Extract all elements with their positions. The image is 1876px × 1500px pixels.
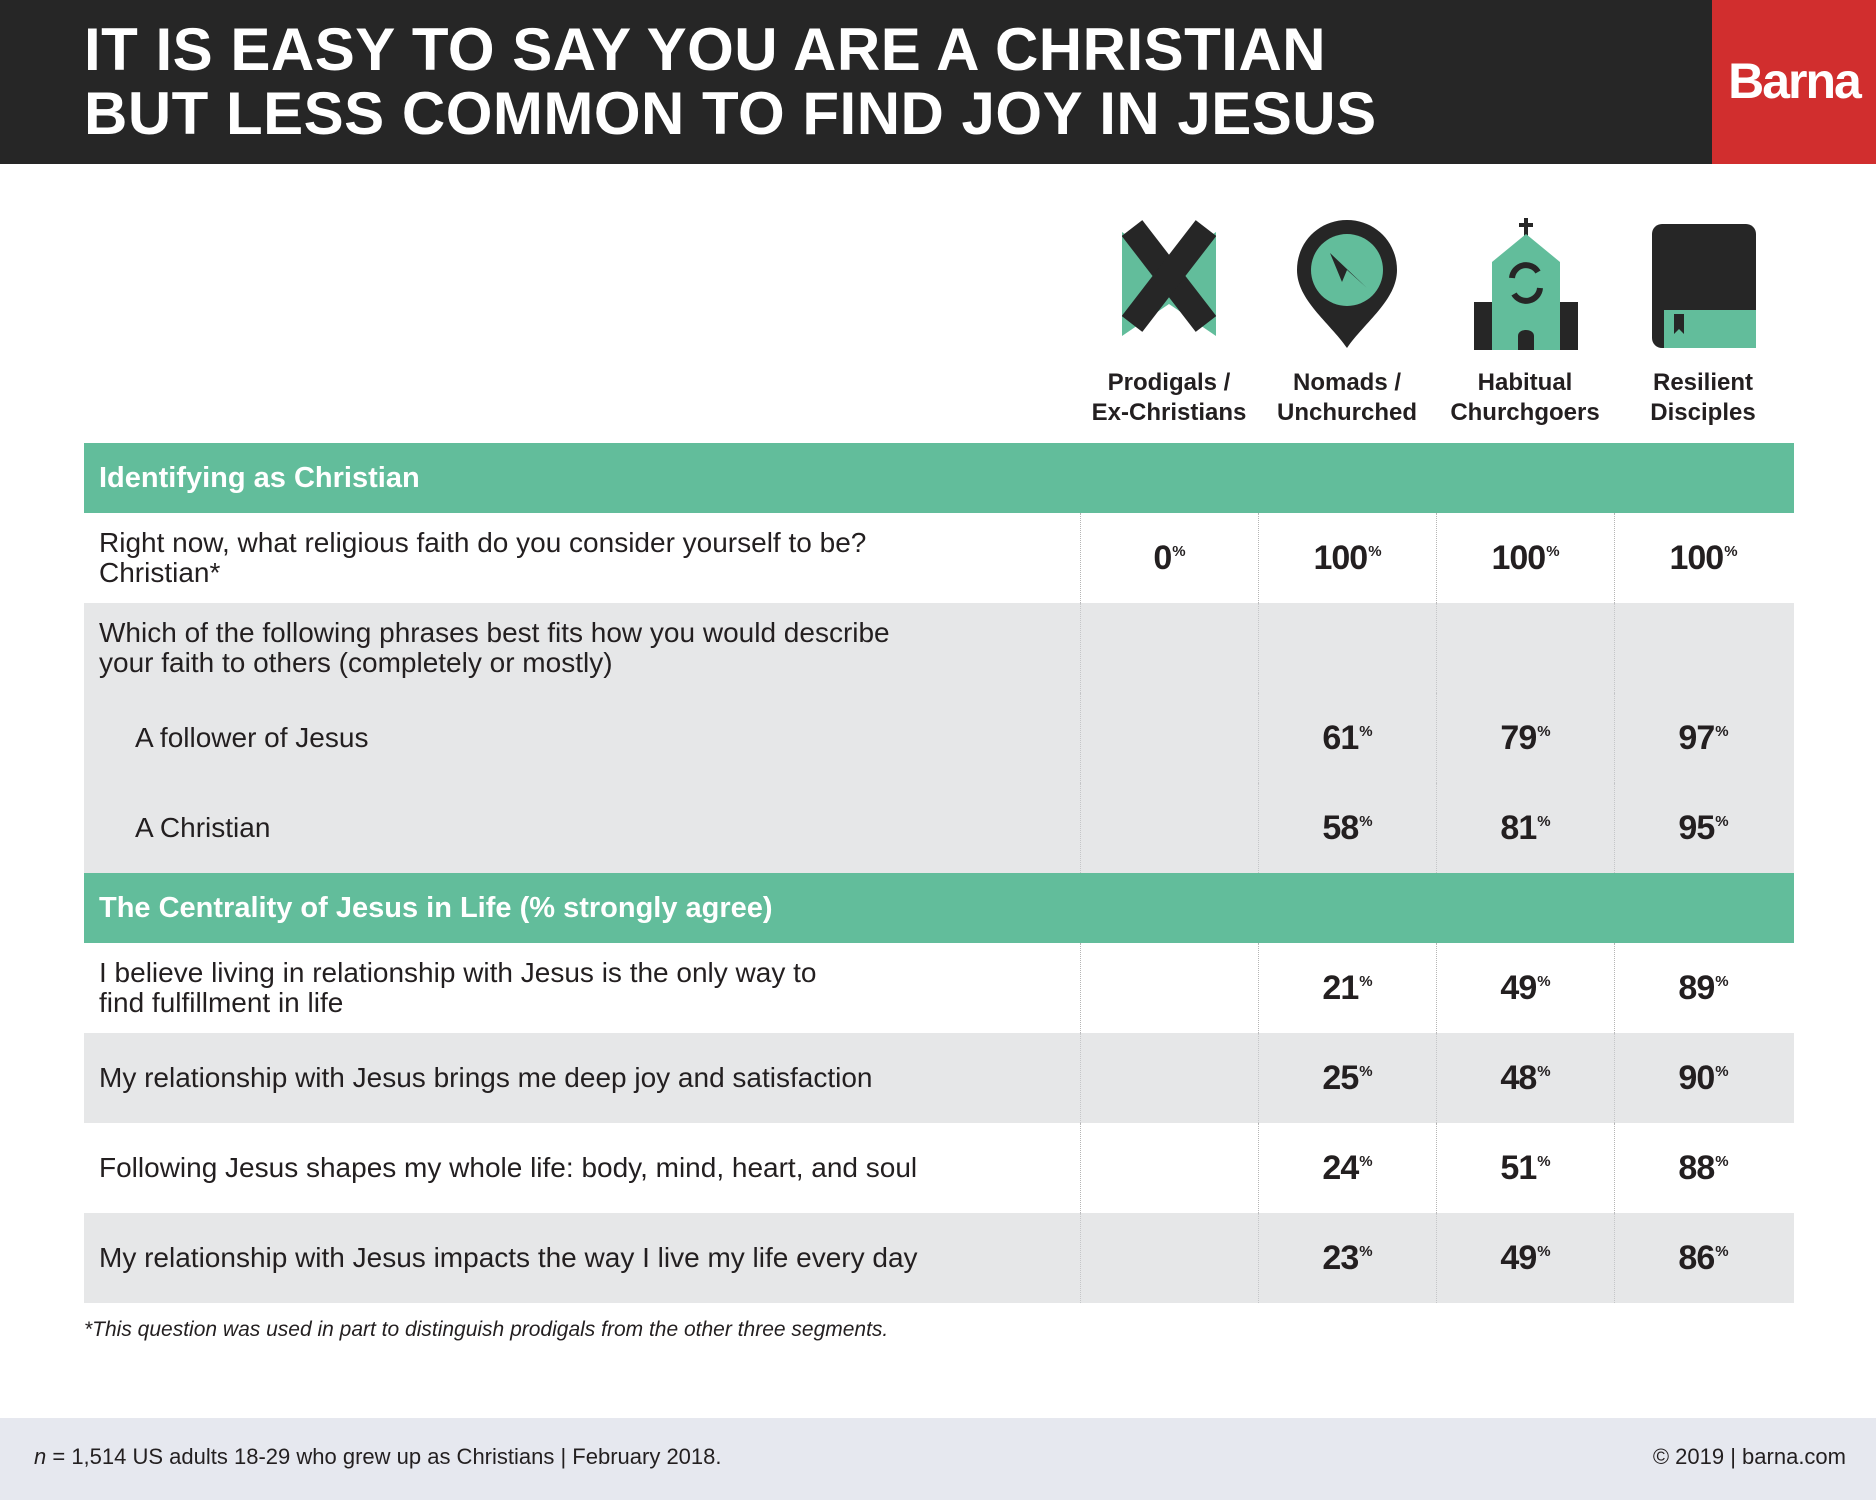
value-cell <box>1436 783 1614 873</box>
value-cell <box>1080 513 1258 603</box>
value-number: 48 <box>1500 1058 1537 1097</box>
row-label-line: Right now, what religious faith do you consider yourself to be? <box>99 527 867 558</box>
segment-label-nomads: Nomads / Unchurched <box>1276 369 1417 426</box>
value-number: 51 <box>1500 1148 1537 1187</box>
value-cell <box>1436 1123 1614 1213</box>
row-label-line: My relationship with Jesus impacts the way I live my life every day <box>99 1242 918 1273</box>
n-label: n <box>34 1444 47 1469</box>
value-cell <box>1614 1123 1792 1213</box>
value-cell <box>1614 693 1792 783</box>
header-banner <box>0 0 1876 164</box>
percent-sign: % <box>1359 812 1372 830</box>
table-row <box>84 513 1794 603</box>
value-number: 90 <box>1678 1058 1715 1097</box>
data-table <box>84 443 1794 1303</box>
value-cell <box>1436 943 1614 1033</box>
value-cell <box>1436 603 1614 693</box>
value-cell <box>1258 513 1436 603</box>
row-label-line: My relationship with Jesus brings me deep joy and satisfaction <box>99 1062 873 1093</box>
row-label-line: Which of the following phrases best fits how you would describe <box>99 617 890 648</box>
value-number: 79 <box>1500 718 1537 757</box>
value-number: 86 <box>1678 1238 1715 1277</box>
value-number: 25 <box>1322 1058 1359 1097</box>
percent-sign: % <box>1537 1152 1550 1170</box>
value-number: 49 <box>1500 968 1537 1007</box>
value-cell <box>1436 1213 1614 1303</box>
percent-sign: % <box>1546 542 1559 560</box>
table-row <box>84 1123 1794 1213</box>
percent-sign: % <box>1537 972 1550 990</box>
value-cell <box>1080 603 1258 693</box>
value-number: 89 <box>1678 968 1715 1007</box>
value-cell <box>1614 513 1792 603</box>
row-label <box>99 603 1074 693</box>
percent-sign: % <box>1359 722 1372 740</box>
value-cell <box>1258 1123 1436 1213</box>
percent-sign: % <box>1172 542 1185 560</box>
value-number: 100 <box>1313 538 1368 577</box>
value-cell <box>1614 603 1792 693</box>
church-icon <box>1451 218 1601 358</box>
page-title <box>84 18 1644 146</box>
value-number: 100 <box>1669 538 1724 577</box>
row-label-line: Christian* <box>99 557 221 588</box>
percent-sign: % <box>1368 542 1381 560</box>
percent-sign: % <box>1537 1242 1550 1260</box>
value-number: 61 <box>1322 718 1359 757</box>
percent-sign: % <box>1715 972 1728 990</box>
percent-sign: % <box>1715 722 1728 740</box>
section-header: The Centrality of Jesus in Life (% strongly agree) <box>84 873 1794 943</box>
value-cell <box>1258 1033 1436 1123</box>
value-cell <box>1258 943 1436 1033</box>
row-label-line: I believe living in relationship with Jesus is the only way to <box>99 957 817 988</box>
sample-text: = 1,514 US adults 18-29 who grew up as Christians | February 2018. <box>46 1444 722 1469</box>
value-number: 95 <box>1678 808 1715 847</box>
row-label <box>135 783 1110 873</box>
title-line-2: BUT LESS COMMON TO FIND JOY IN JESUS <box>84 80 1377 147</box>
value-cell <box>1080 1123 1258 1213</box>
value-number: 100 <box>1491 538 1546 577</box>
value-number: 97 <box>1678 718 1715 757</box>
row-label <box>99 1033 1074 1123</box>
table-row <box>84 1213 1794 1303</box>
x-icon <box>1094 218 1244 358</box>
table-row <box>84 693 1794 783</box>
value-cell <box>1258 1213 1436 1303</box>
percent-sign: % <box>1537 722 1550 740</box>
row-label-line: Following Jesus shapes my whole life: body, mind, heart, and soul <box>99 1152 918 1183</box>
segment-label-resilient: Resilient Disciples <box>1650 369 1756 426</box>
table-row <box>84 783 1794 873</box>
row-label-line: A follower of Jesus <box>135 722 369 753</box>
percent-sign: % <box>1359 972 1372 990</box>
value-cell <box>1080 783 1258 873</box>
percent-sign: % <box>1359 1242 1372 1260</box>
logo-text: Barna <box>1728 53 1860 109</box>
row-label <box>99 513 1074 603</box>
value-number: 24 <box>1322 1148 1359 1187</box>
percent-sign: % <box>1537 1062 1550 1080</box>
segment-label-habitual: Habitual Churchgoers <box>1450 369 1600 426</box>
row-label <box>99 1123 1074 1213</box>
bible-icon <box>1629 218 1779 358</box>
percent-sign: % <box>1359 1152 1372 1170</box>
value-number: 21 <box>1322 968 1359 1007</box>
row-label <box>99 943 1074 1033</box>
percent-sign: % <box>1715 1242 1728 1260</box>
value-cell <box>1614 1213 1792 1303</box>
percent-sign: % <box>1715 1062 1728 1080</box>
percent-sign: % <box>1715 1152 1728 1170</box>
value-cell <box>1258 783 1436 873</box>
section-header: Identifying as Christian <box>84 443 1794 513</box>
value-cell <box>1614 783 1792 873</box>
barna-logo <box>1712 0 1876 164</box>
copyright: © 2019 | barna.com <box>1652 1444 1846 1469</box>
title-line-1: IT IS EASY TO SAY YOU ARE A CHRISTIAN <box>84 16 1327 83</box>
value-cell <box>1080 1213 1258 1303</box>
value-cell <box>1080 693 1258 783</box>
footer <box>0 1418 1876 1500</box>
value-number: 58 <box>1322 808 1359 847</box>
value-number: 88 <box>1678 1148 1715 1187</box>
percent-sign: % <box>1715 812 1728 830</box>
row-label <box>99 1213 1074 1303</box>
value-cell <box>1614 1033 1792 1123</box>
percent-sign: % <box>1359 1062 1372 1080</box>
value-cell <box>1436 693 1614 783</box>
value-cell <box>1436 1033 1614 1123</box>
value-cell <box>1258 693 1436 783</box>
row-label-line: find fulfillment in life <box>99 987 344 1018</box>
value-number: 23 <box>1322 1238 1359 1277</box>
row-label <box>135 693 1110 783</box>
value-cell <box>1080 943 1258 1033</box>
compass-pin-icon <box>1272 218 1422 358</box>
row-label-line: A Christian <box>135 812 271 843</box>
value-cell <box>1614 943 1792 1033</box>
value-number: 0 <box>1153 538 1172 577</box>
row-label-line: your faith to others (completely or mostly) <box>99 647 613 678</box>
table-row <box>84 603 1794 693</box>
value-number: 49 <box>1500 1238 1537 1277</box>
footnote: *This question was used in part to distinguish prodigals from the other three segments. <box>84 1318 889 1341</box>
value-number: 81 <box>1500 808 1537 847</box>
table-row <box>84 943 1794 1033</box>
segment-label-prodigals: Prodigals / Ex-Christians <box>1091 369 1247 426</box>
value-cell <box>1258 603 1436 693</box>
value-cell <box>1436 513 1614 603</box>
value-cell <box>1080 1033 1258 1123</box>
sample-note <box>34 1444 722 1470</box>
percent-sign: % <box>1724 542 1737 560</box>
table-row <box>84 1033 1794 1123</box>
percent-sign: % <box>1537 812 1550 830</box>
